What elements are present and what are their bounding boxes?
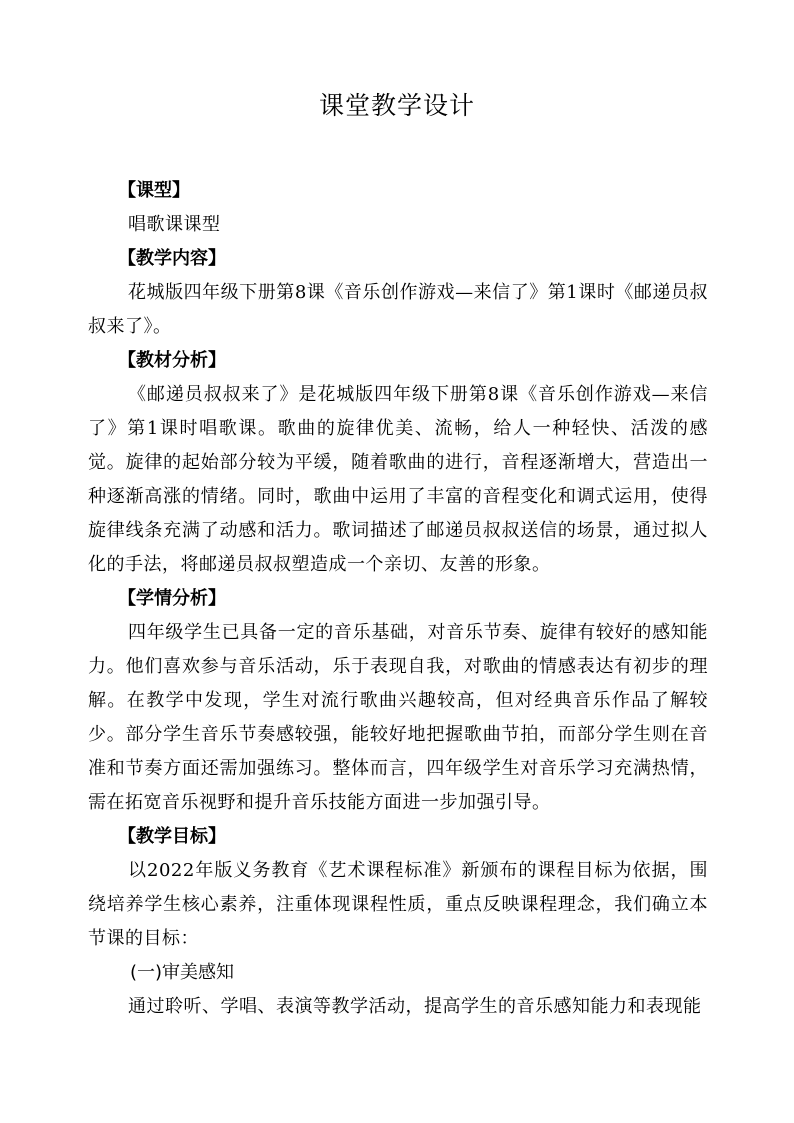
section-paragraph: 以2022年版义务教育《艺术课程标准》新颁布的课程目标为依据，围绕培养学生核心素养，注重体现课程性质，重点反映课程理念，我们确立本节课的目标：: [88, 860, 708, 949]
section-heading: 【教学目标】: [118, 826, 226, 847]
section-paragraph: 《邮递员叔叔来了》是花城版四年级下册第8课《音乐创作游戏—来信了》第1课时唱歌课。歌曲的旋律优美、流畅，给人一种轻快、活泼的感觉。旋律的起始部分较为平缓，随着歌曲的进行，音程逐渐增大，营造出一种逐渐高涨的情绪。同时，歌曲中运用了丰富的音程变化和调式运用，使得旋律线条充满了动感和活力。歌词描述了邮递员叔叔送信的场景，通过拟人化的手法，将邮递员叔叔塑造成一个亲切、友善的形象。: [88, 384, 708, 575]
section-paragraph: 四年级学生已具备一定的音乐基础，对音乐节奏、旋律有较好的感知能力。他们喜欢参与音乐活动，乐于表现自我，对歌曲的情感表达有初步的理解。在教学中发现，学生对流行歌曲兴趣较高，但对经典音乐作品了解较少。部分学生音乐节奏感较强，能较好地把握歌曲节拍，而部分学生则在音准和节奏方面还需加强练习。整体而言，四年级学生对音乐学习充满热情，需在拓宽音乐视野和提升音乐技能方面进一步加强引导。: [88, 622, 708, 813]
document-title: 课堂教学设计: [318, 91, 475, 120]
section-paragraph: 通过聆听、学唱、表演等教学活动，提高学生的音乐感知能力和表现能: [128, 996, 702, 1017]
section-heading: 【学情分析】: [118, 588, 226, 609]
document-body: [88, 174, 708, 1024]
section-heading: 【教材分析】: [118, 350, 226, 371]
section-teaching-content: [88, 242, 708, 344]
section-student-analysis: [88, 582, 708, 820]
section-paragraph: 花城版四年级下册第8课《音乐创作游戏—来信了》第1课时《邮递员叔叔来了》。: [88, 282, 708, 337]
section-lesson-type: [88, 174, 708, 242]
section-paragraph: 唱歌课课型: [128, 214, 221, 235]
section-teaching-goals: [88, 820, 708, 956]
section-heading: 【课型】: [118, 180, 190, 201]
section-heading: 【教学内容】: [118, 248, 226, 269]
subsection-heading: (一)审美感知: [130, 962, 235, 983]
section-material-analysis: [88, 344, 708, 582]
